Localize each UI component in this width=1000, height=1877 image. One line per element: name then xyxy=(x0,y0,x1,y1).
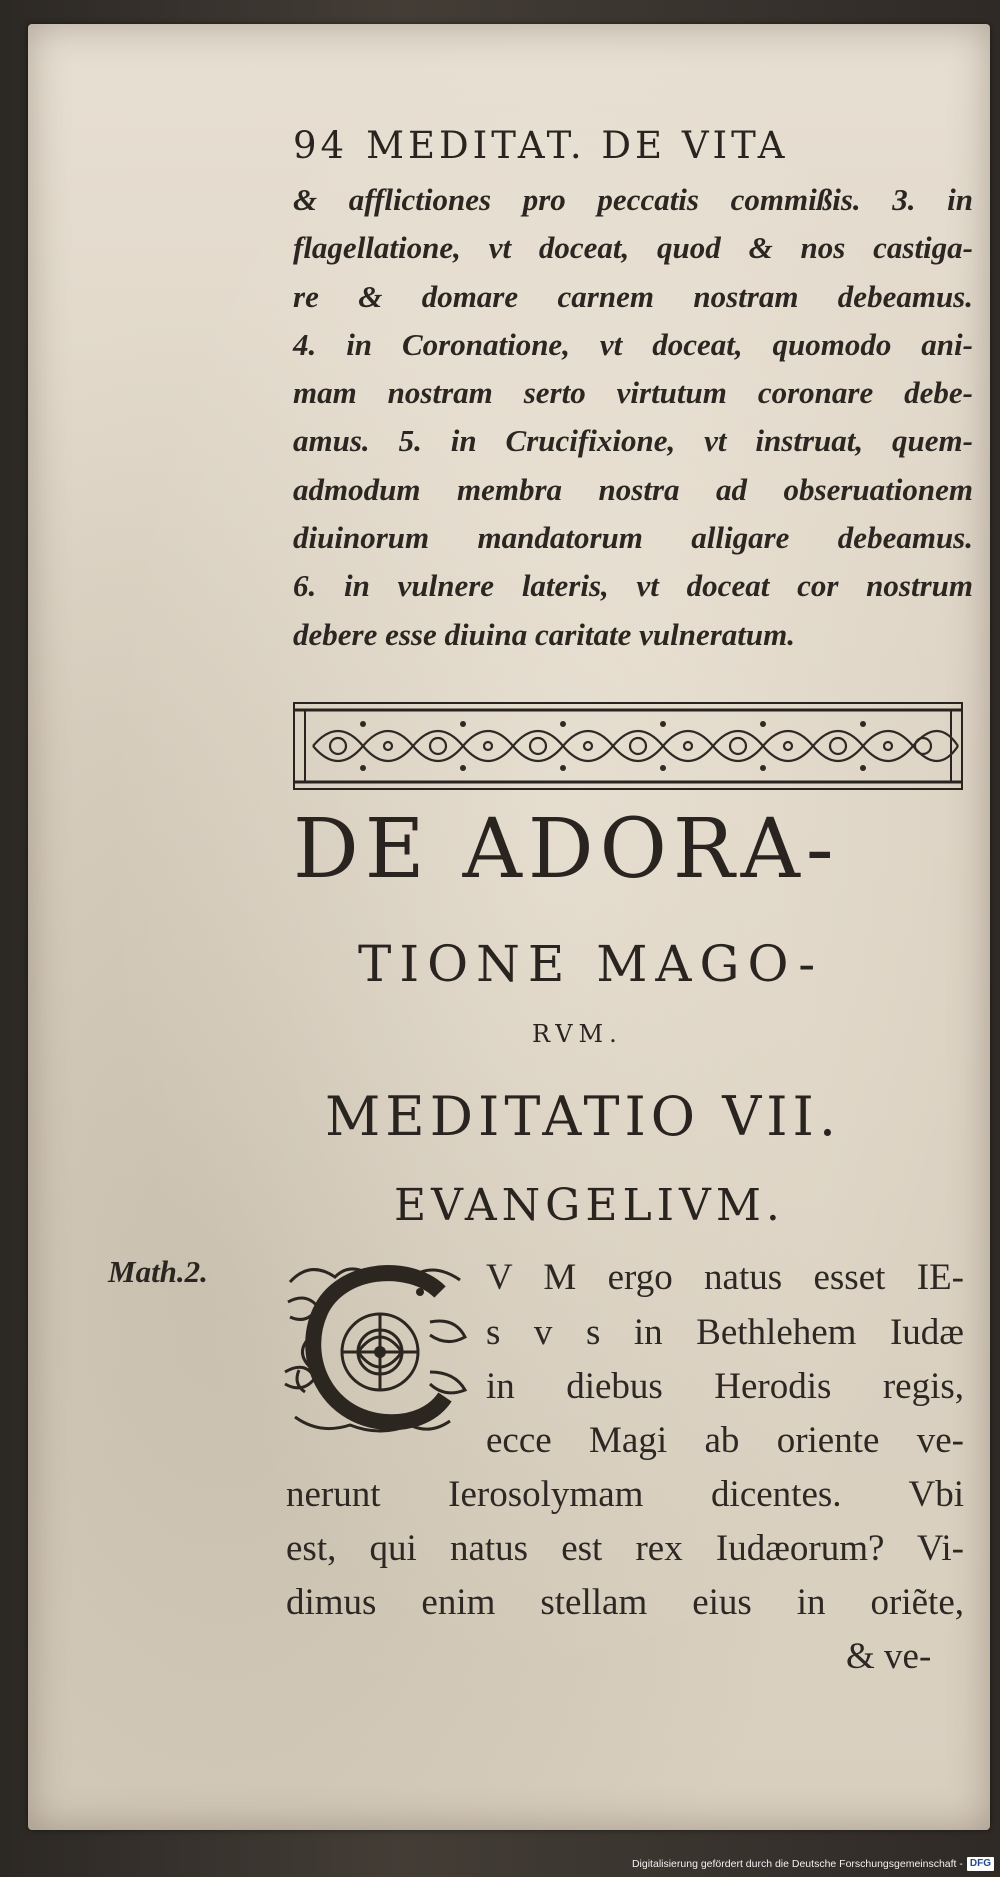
section-title-line-2: TIONE MAGO- xyxy=(358,935,824,993)
text-line: 4. in Coronatione, vt doceat, quomodo ani- xyxy=(293,326,973,362)
headpiece-ornament-icon xyxy=(293,702,963,790)
book-page xyxy=(28,24,990,1830)
running-head-title: MEDITAT. DE VITA xyxy=(366,124,789,167)
meditation-title: MEDITATIO VII. xyxy=(325,1085,842,1148)
gospel-line: nerunt Ierosolymam dicentes. Vbi xyxy=(286,1474,964,1515)
page-number: 94 xyxy=(293,124,349,167)
text-line: & afflictiones pro peccatis commißis. 3. in xyxy=(293,182,973,217)
decorated-initial-c-icon xyxy=(280,1252,475,1447)
funding-credit xyxy=(632,1854,994,1874)
text-line: re & domare carnem nostram debeamus. xyxy=(293,278,973,314)
gospel-line: est, qui natus est rex Iudæorum? Vi- xyxy=(286,1528,964,1569)
text-line: debere esse diuina caritate vulneratum. xyxy=(293,616,796,652)
text-line: 6. in vulnere lateris, vt doceat cor nostrum xyxy=(293,568,973,604)
catchword: & ve- xyxy=(846,1636,932,1677)
running-head xyxy=(293,124,789,167)
funding-credit-text: Digitalisierung gefördert durch die Deutsche Forschungsgemeinschaft - xyxy=(631,1858,963,1870)
section-title-line-1: DE ADORA- xyxy=(293,802,840,897)
marginal-note: Math.2. xyxy=(108,1254,208,1289)
text-line: flagellatione, vt doceat, quod & nos castiga- xyxy=(293,230,973,266)
gospel-line: V M ergo natus esset IE- xyxy=(486,1257,964,1298)
text-line: admodum membra nostra ad obseruationem xyxy=(293,471,973,507)
text-line: diuinorum mandatorum alligare debeamus. xyxy=(293,520,973,556)
section-title-line-3: RVM. xyxy=(532,1020,623,1048)
dfg-logo: DFG xyxy=(967,1857,994,1871)
gospel-line: in diebus Herodis regis, xyxy=(486,1366,964,1407)
evangelium-heading: EVANGELIVM. xyxy=(394,1180,785,1231)
text-line: mam nostram serto virtutum coronare debe- xyxy=(293,375,973,411)
gospel-line: s v s in Bethlehem Iudæ xyxy=(486,1312,964,1353)
gospel-line: ecce Magi ab oriente ve- xyxy=(486,1420,964,1461)
gospel-line: dimus enim stellam eius in oriẽte, xyxy=(286,1582,964,1623)
text-line: amus. 5. in Crucifixione, vt instruat, quem- xyxy=(293,423,973,459)
commentary-text xyxy=(293,176,973,659)
